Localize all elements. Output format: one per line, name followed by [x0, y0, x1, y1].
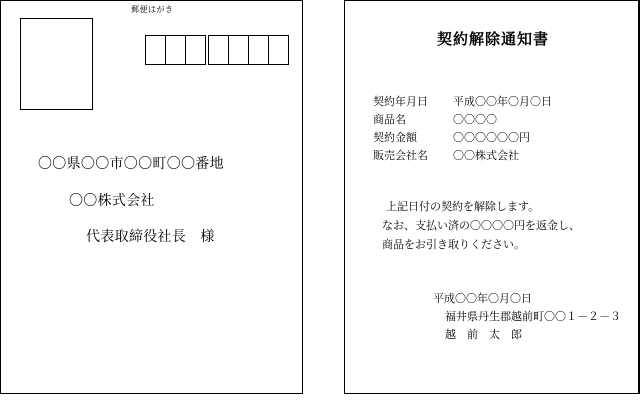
field-value: 〇〇〇〇 — [453, 113, 497, 126]
recipient-name: 代表取締役社長 様 — [86, 229, 215, 245]
sender-name: 越 前 太 郎 — [445, 328, 522, 341]
field-value: 平成〇〇年〇月〇日 — [453, 95, 552, 108]
field-label: 契約金額 — [373, 131, 417, 144]
field-label: 商品名 — [373, 113, 406, 126]
postal-code-box — [208, 35, 229, 65]
postal-code-box — [269, 35, 289, 65]
field-contract-amount — [373, 129, 530, 145]
body-line: なお、支払い済の〇〇〇〇円を返金し、 — [382, 219, 580, 232]
sender-address: 福井県丹生郡越前町〇〇１－２－３ — [445, 310, 621, 323]
field-value: 〇〇〇〇〇〇円 — [453, 131, 530, 144]
recipient-company: 〇〇株式会社 — [69, 193, 155, 209]
postal-code-boxes — [145, 35, 289, 65]
field-value: 〇〇株式会社 — [453, 149, 519, 162]
postcard-front — [0, 0, 303, 394]
postal-code-box — [229, 35, 249, 65]
field-product-name — [373, 111, 497, 127]
field-contract-date — [373, 93, 552, 109]
field-label: 契約年月日 — [373, 95, 428, 108]
document-title: 契約解除通知書 — [436, 30, 549, 48]
postal-code-box — [166, 35, 186, 65]
postal-code-box — [249, 35, 269, 65]
notice-date: 平成〇〇年〇月〇日 — [433, 292, 532, 305]
recipient-address: 〇〇県〇〇市〇〇町〇〇番地 — [38, 156, 224, 172]
postcard-back — [344, 0, 640, 394]
body-line: 商品をお引き取りください。 — [382, 238, 525, 251]
body-line: 上記日付の契約を解除します。 — [386, 200, 540, 213]
field-label: 販売会社名 — [373, 149, 428, 162]
postcard-label: 郵便はがき — [131, 5, 174, 14]
postal-code-box — [186, 35, 206, 65]
postal-code-box — [145, 35, 166, 65]
field-seller-name — [373, 147, 519, 163]
stamp-box — [20, 18, 93, 110]
